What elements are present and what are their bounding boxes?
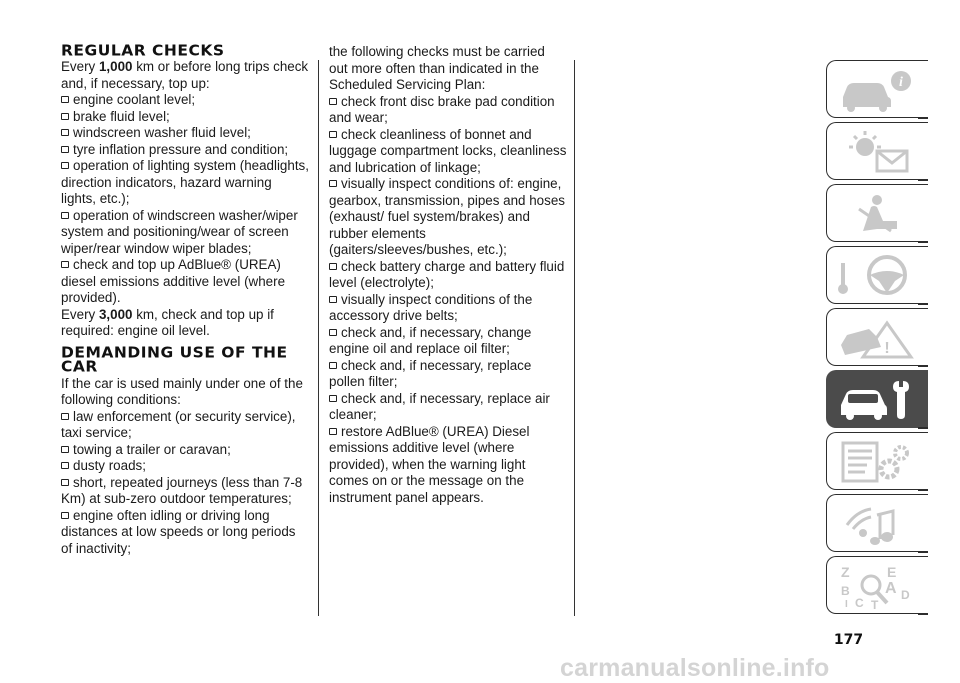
list-item-text: engine coolant level; bbox=[73, 92, 196, 107]
index-letter: T bbox=[871, 598, 879, 609]
list-item bbox=[61, 158, 309, 208]
car-service-icon bbox=[837, 377, 917, 423]
checkbox-bullet-icon bbox=[61, 413, 69, 420]
distance-bold: 1,000 bbox=[98, 59, 133, 74]
index-letter: I bbox=[845, 599, 848, 609]
list-item bbox=[61, 442, 309, 459]
list-item bbox=[61, 508, 309, 558]
page-number: 177 bbox=[833, 632, 864, 648]
index-letter: C bbox=[855, 596, 864, 609]
frequent-checks-intro: the following checks must be carried out more often than indicated in the Scheduled Servicing Plan: bbox=[329, 44, 545, 92]
list-item-text: visually inspect conditions of the accessory drive belts; bbox=[329, 291, 533, 323]
checkbox-bullet-icon bbox=[329, 362, 337, 369]
checkbox-bullet-icon bbox=[329, 329, 337, 336]
list-item-text: check and, if necessary, change engine oil and replace oil filter; bbox=[329, 324, 532, 356]
list-item bbox=[61, 475, 309, 508]
list-item-text: short, repeated journeys (less than 7-8 Km) at sub-zero outdoor temperatures; bbox=[61, 474, 303, 506]
list-item-text: tyre inflation pressure and condition; bbox=[73, 141, 289, 157]
text: Every bbox=[61, 59, 99, 74]
technical-data-icon bbox=[837, 439, 917, 485]
list-item bbox=[329, 358, 567, 391]
checkbox-bullet-icon bbox=[329, 395, 337, 402]
paragraph-every-3000 bbox=[61, 307, 309, 340]
svg-text:!: ! bbox=[884, 340, 890, 357]
list-item-text: law enforcement (or security service), taxi service; bbox=[61, 408, 296, 440]
index-letter: E bbox=[887, 564, 897, 580]
tab-servicing-care[interactable] bbox=[826, 370, 928, 428]
list-item bbox=[329, 325, 567, 358]
seat-airbag-icon bbox=[837, 191, 917, 237]
checkbox-bullet-icon bbox=[61, 261, 69, 268]
list-item bbox=[329, 391, 567, 424]
list-item bbox=[329, 94, 567, 127]
list-item-text: check and, if necessary, replace air cleaner; bbox=[329, 390, 550, 422]
list-item bbox=[61, 409, 309, 442]
list-item-text: visually inspect conditions of: engine, gearbox, transmission, pipes and hoses (exhaust/ fuel system/brakes) and rubber elements (gaiters/sleeves/bushes, etc.); bbox=[329, 176, 565, 257]
checkbox-bullet-icon bbox=[61, 462, 69, 469]
checkbox-bullet-icon bbox=[329, 296, 337, 303]
watermark: carmanualsonline.info bbox=[560, 654, 830, 682]
list-item-text: operation of lighting system (headlights, direction indicators, hazard warning lights, etc.); bbox=[61, 158, 309, 206]
index-icon bbox=[837, 563, 917, 609]
section-title-demanding-use: DEMANDING USE OF THE CAR bbox=[61, 343, 288, 375]
list-item bbox=[61, 109, 309, 126]
right-column bbox=[329, 44, 567, 506]
list-item bbox=[329, 424, 567, 507]
checkbox-bullet-icon bbox=[61, 512, 69, 519]
list-item-text: check front disc brake pad condition and wear; bbox=[329, 93, 555, 125]
steering-wheel-icon bbox=[837, 253, 917, 299]
distance-bold: 3,000 bbox=[98, 306, 133, 322]
multimedia-icon bbox=[837, 501, 917, 547]
list-item-text: windscreen washer fluid level; bbox=[73, 125, 251, 140]
checkbox-bullet-icon bbox=[329, 98, 337, 105]
list-item-text: check cleanliness of bonnet and luggage compartment locks, cleanliness and lubrication of linkage; bbox=[329, 126, 567, 175]
tab-car-info[interactable] bbox=[826, 60, 928, 118]
list-item-text: dusty roads; bbox=[73, 458, 146, 473]
checkbox-bullet-icon bbox=[61, 212, 69, 219]
list-item bbox=[61, 92, 309, 109]
text: Every bbox=[61, 306, 99, 322]
tab-warning-lights[interactable] bbox=[826, 122, 928, 180]
checkbox-bullet-icon bbox=[61, 479, 69, 486]
list-item-text: towing a trailer or caravan; bbox=[73, 441, 231, 457]
list-item-text: restore AdBlue® (UREA) Diesel emissions additive level (where provided), when the warning light comes on or the message on the instrument panel appears. bbox=[329, 423, 530, 505]
checkbox-bullet-icon bbox=[61, 162, 69, 169]
list-item-text: brake fluid level; bbox=[73, 108, 170, 124]
index-letter: A bbox=[885, 580, 897, 597]
text: km or before long trips check and, if necessary, top up: bbox=[61, 59, 309, 91]
warning-lights-icon bbox=[837, 129, 917, 175]
index-letter: B bbox=[841, 584, 850, 598]
list-item-text: operation of windscreen washer/wiper system and positioning/wear of screen wiper/rear window wiper blades; bbox=[61, 207, 298, 256]
checkbox-bullet-icon bbox=[61, 146, 69, 153]
list-item bbox=[61, 257, 309, 307]
checkbox-bullet-icon bbox=[329, 131, 337, 138]
list-item bbox=[329, 259, 567, 292]
demanding-use-intro: If the car is used mainly under one of the following conditions: bbox=[61, 375, 303, 407]
list-item-text: check and, if necessary, replace pollen filter; bbox=[329, 357, 532, 389]
list-item bbox=[329, 176, 567, 259]
section-title-regular-checks: REGULAR CHECKS bbox=[61, 42, 225, 60]
text: km, check and top up if required: engine oil level. bbox=[61, 306, 274, 338]
checkbox-bullet-icon bbox=[329, 428, 337, 435]
checkbox-bullet-icon bbox=[61, 446, 69, 453]
regular-checks-list bbox=[61, 92, 309, 307]
list-item-text: engine often idling or driving long distances at low speeds or long periods of inactivity; bbox=[61, 507, 296, 556]
tab-safety[interactable] bbox=[826, 184, 928, 242]
list-item bbox=[61, 458, 309, 475]
index-letter: Z bbox=[841, 564, 850, 580]
tab-technical-data[interactable] bbox=[826, 432, 928, 490]
list-item bbox=[61, 208, 309, 258]
svg-text:i: i bbox=[899, 75, 903, 90]
demanding-use-list bbox=[61, 409, 309, 558]
paragraph-every-1000 bbox=[61, 59, 309, 92]
list-item bbox=[61, 142, 309, 159]
list-item bbox=[61, 125, 309, 142]
checkbox-bullet-icon bbox=[61, 96, 69, 103]
car-emergency-icon bbox=[837, 315, 917, 361]
column-divider bbox=[318, 60, 319, 616]
tab-starting-driving[interactable] bbox=[826, 246, 928, 304]
tab-multimedia[interactable] bbox=[826, 494, 928, 552]
list-item bbox=[329, 292, 567, 325]
checkbox-bullet-icon bbox=[329, 180, 337, 187]
frequent-checks-list bbox=[329, 94, 567, 507]
checkbox-bullet-icon bbox=[329, 263, 337, 270]
left-column bbox=[61, 44, 309, 557]
checkbox-bullet-icon bbox=[61, 113, 69, 120]
car-info-icon bbox=[837, 67, 917, 113]
tab-emergency[interactable] bbox=[826, 308, 928, 366]
tab-index[interactable] bbox=[826, 556, 928, 614]
checkbox-bullet-icon bbox=[61, 129, 69, 136]
column-divider bbox=[574, 60, 575, 616]
list-item-text: check battery charge and battery fluid level (electrolyte); bbox=[329, 258, 565, 290]
list-item bbox=[329, 127, 567, 177]
index-letter: D bbox=[901, 588, 910, 602]
list-item-text: check and top up AdBlue® (UREA) diesel emissions additive level (where provided). bbox=[61, 257, 286, 305]
